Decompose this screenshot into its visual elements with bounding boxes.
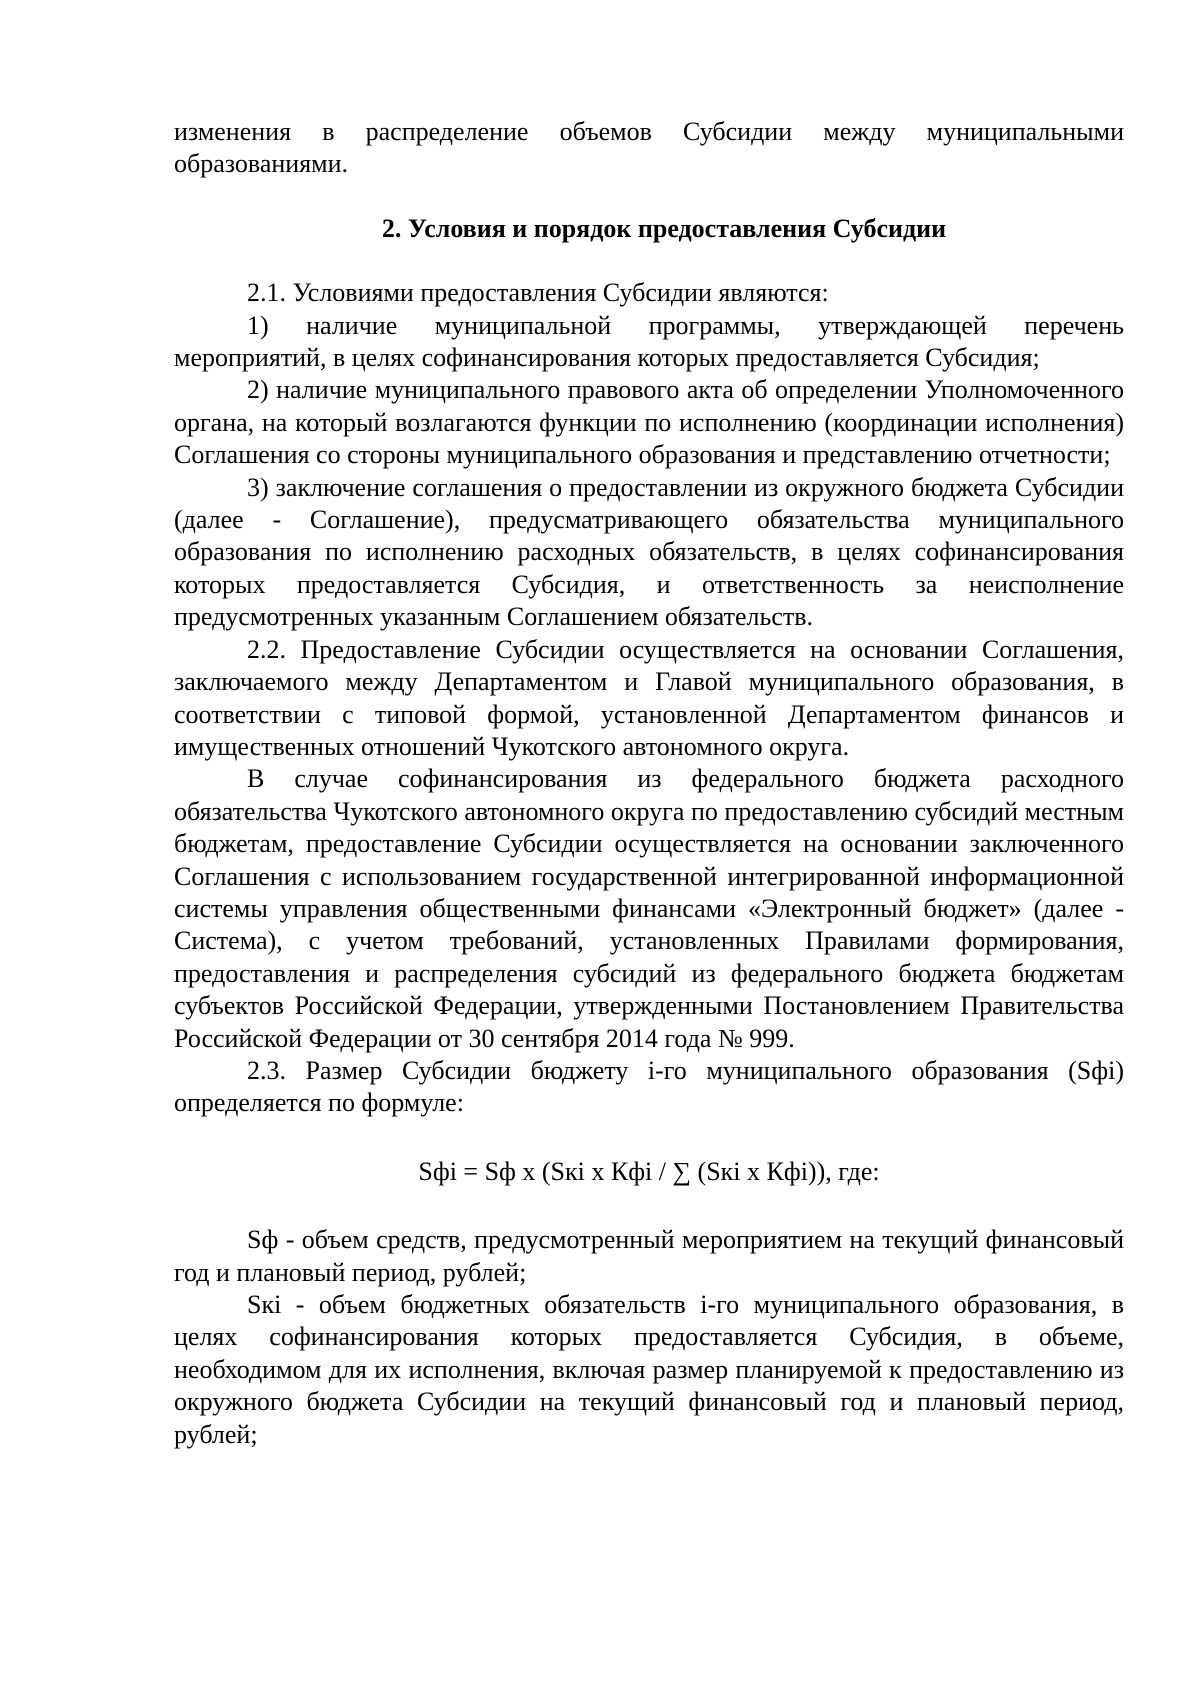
condition-item-3: 3) заключение соглашения о предоставлении из окружного бюджета Субсидии (далее - Соглашение), предусматривающего обязательства муниципального образования по исполнению расходных обязательств, в целях софинансирования которых предоставляется Субсидия, и ответственность за неисполнение предусмотренных указанным Соглашением обязательств. bbox=[174, 472, 1124, 632]
condition-item-2: 2) наличие муниципального правового акта об определении Уполномоченного органа, на который возлагаются функции по исполнению (координации исполнения) Соглашения со стороны муниципального образования и представлению отчетности; bbox=[174, 375, 1124, 470]
definition-ski: Sкi - объем бюджетных обязательств i-го муниципального образования, в целях софинансирования которых предоставляется Субсидия, в объеме, необходимом для их исполнения, включая размер планируемой к предоставлению из окружного бюджета Субсидии на текущий финансовый год и плановый период, рублей; bbox=[174, 1290, 1124, 1449]
subsidy-formula: Sфi = Sф x (Sкi x Кфi / ∑ (Sкi x Кфi)), где: bbox=[418, 1156, 880, 1186]
section-heading: 2. Условия и порядок предоставления Субсидии bbox=[381, 213, 947, 243]
paragraph-federal-cofinancing: В случае софинансирования из федерального бюджета расходного обязательства Чукотского автономного округа по предоставлению субсидий местным бюджетам, предоставление Субсидии осуществляется на основании заключенного Соглашения с использованием государственной интегрированной информационной системы управления общественными финансами «Электронный бюджет» (далее - Система), с учетом требований, установленных Правилами формирования, предоставления и распределения субсидий из федерального бюджета бюджетам субъектов Российской Федерации, утвержденными Постановлением Правительства Российской Федерации от 30 сентября 2014 года № 999. bbox=[174, 764, 1124, 1053]
document-body bbox=[174, 116, 1124, 1451]
paragraph-2-1: 2.1. Условиями предоставления Субсидии являются: bbox=[247, 278, 829, 308]
paragraph-2-2: 2.2. Предоставление Субсидии осуществляется на основании Соглашения, заключаемого между Департаментом и Главой муниципального образования, в соответствии с типовой формой, установленной Департаментом финансов и имущественных отношений Чукотского автономного округа. bbox=[174, 634, 1124, 761]
intro-paragraph: изменения в распределение объемов Субсидии между муниципальными образованиями. bbox=[174, 117, 1124, 179]
definition-sf: Sф - объем средств, предусмотренный мероприятием на текущий финансовый год и плановый период, рублей; bbox=[174, 1225, 1124, 1287]
condition-item-1: 1) наличие муниципальной программы, утверждающей перечень мероприятий, в целях софинансирования которых предоставляется Субсидия; bbox=[174, 310, 1124, 373]
paragraph-2-3: 2.3. Размер Субсидии бюджету i-го муниципального образования (Sфi) определяется по формуле: bbox=[174, 1055, 1124, 1118]
